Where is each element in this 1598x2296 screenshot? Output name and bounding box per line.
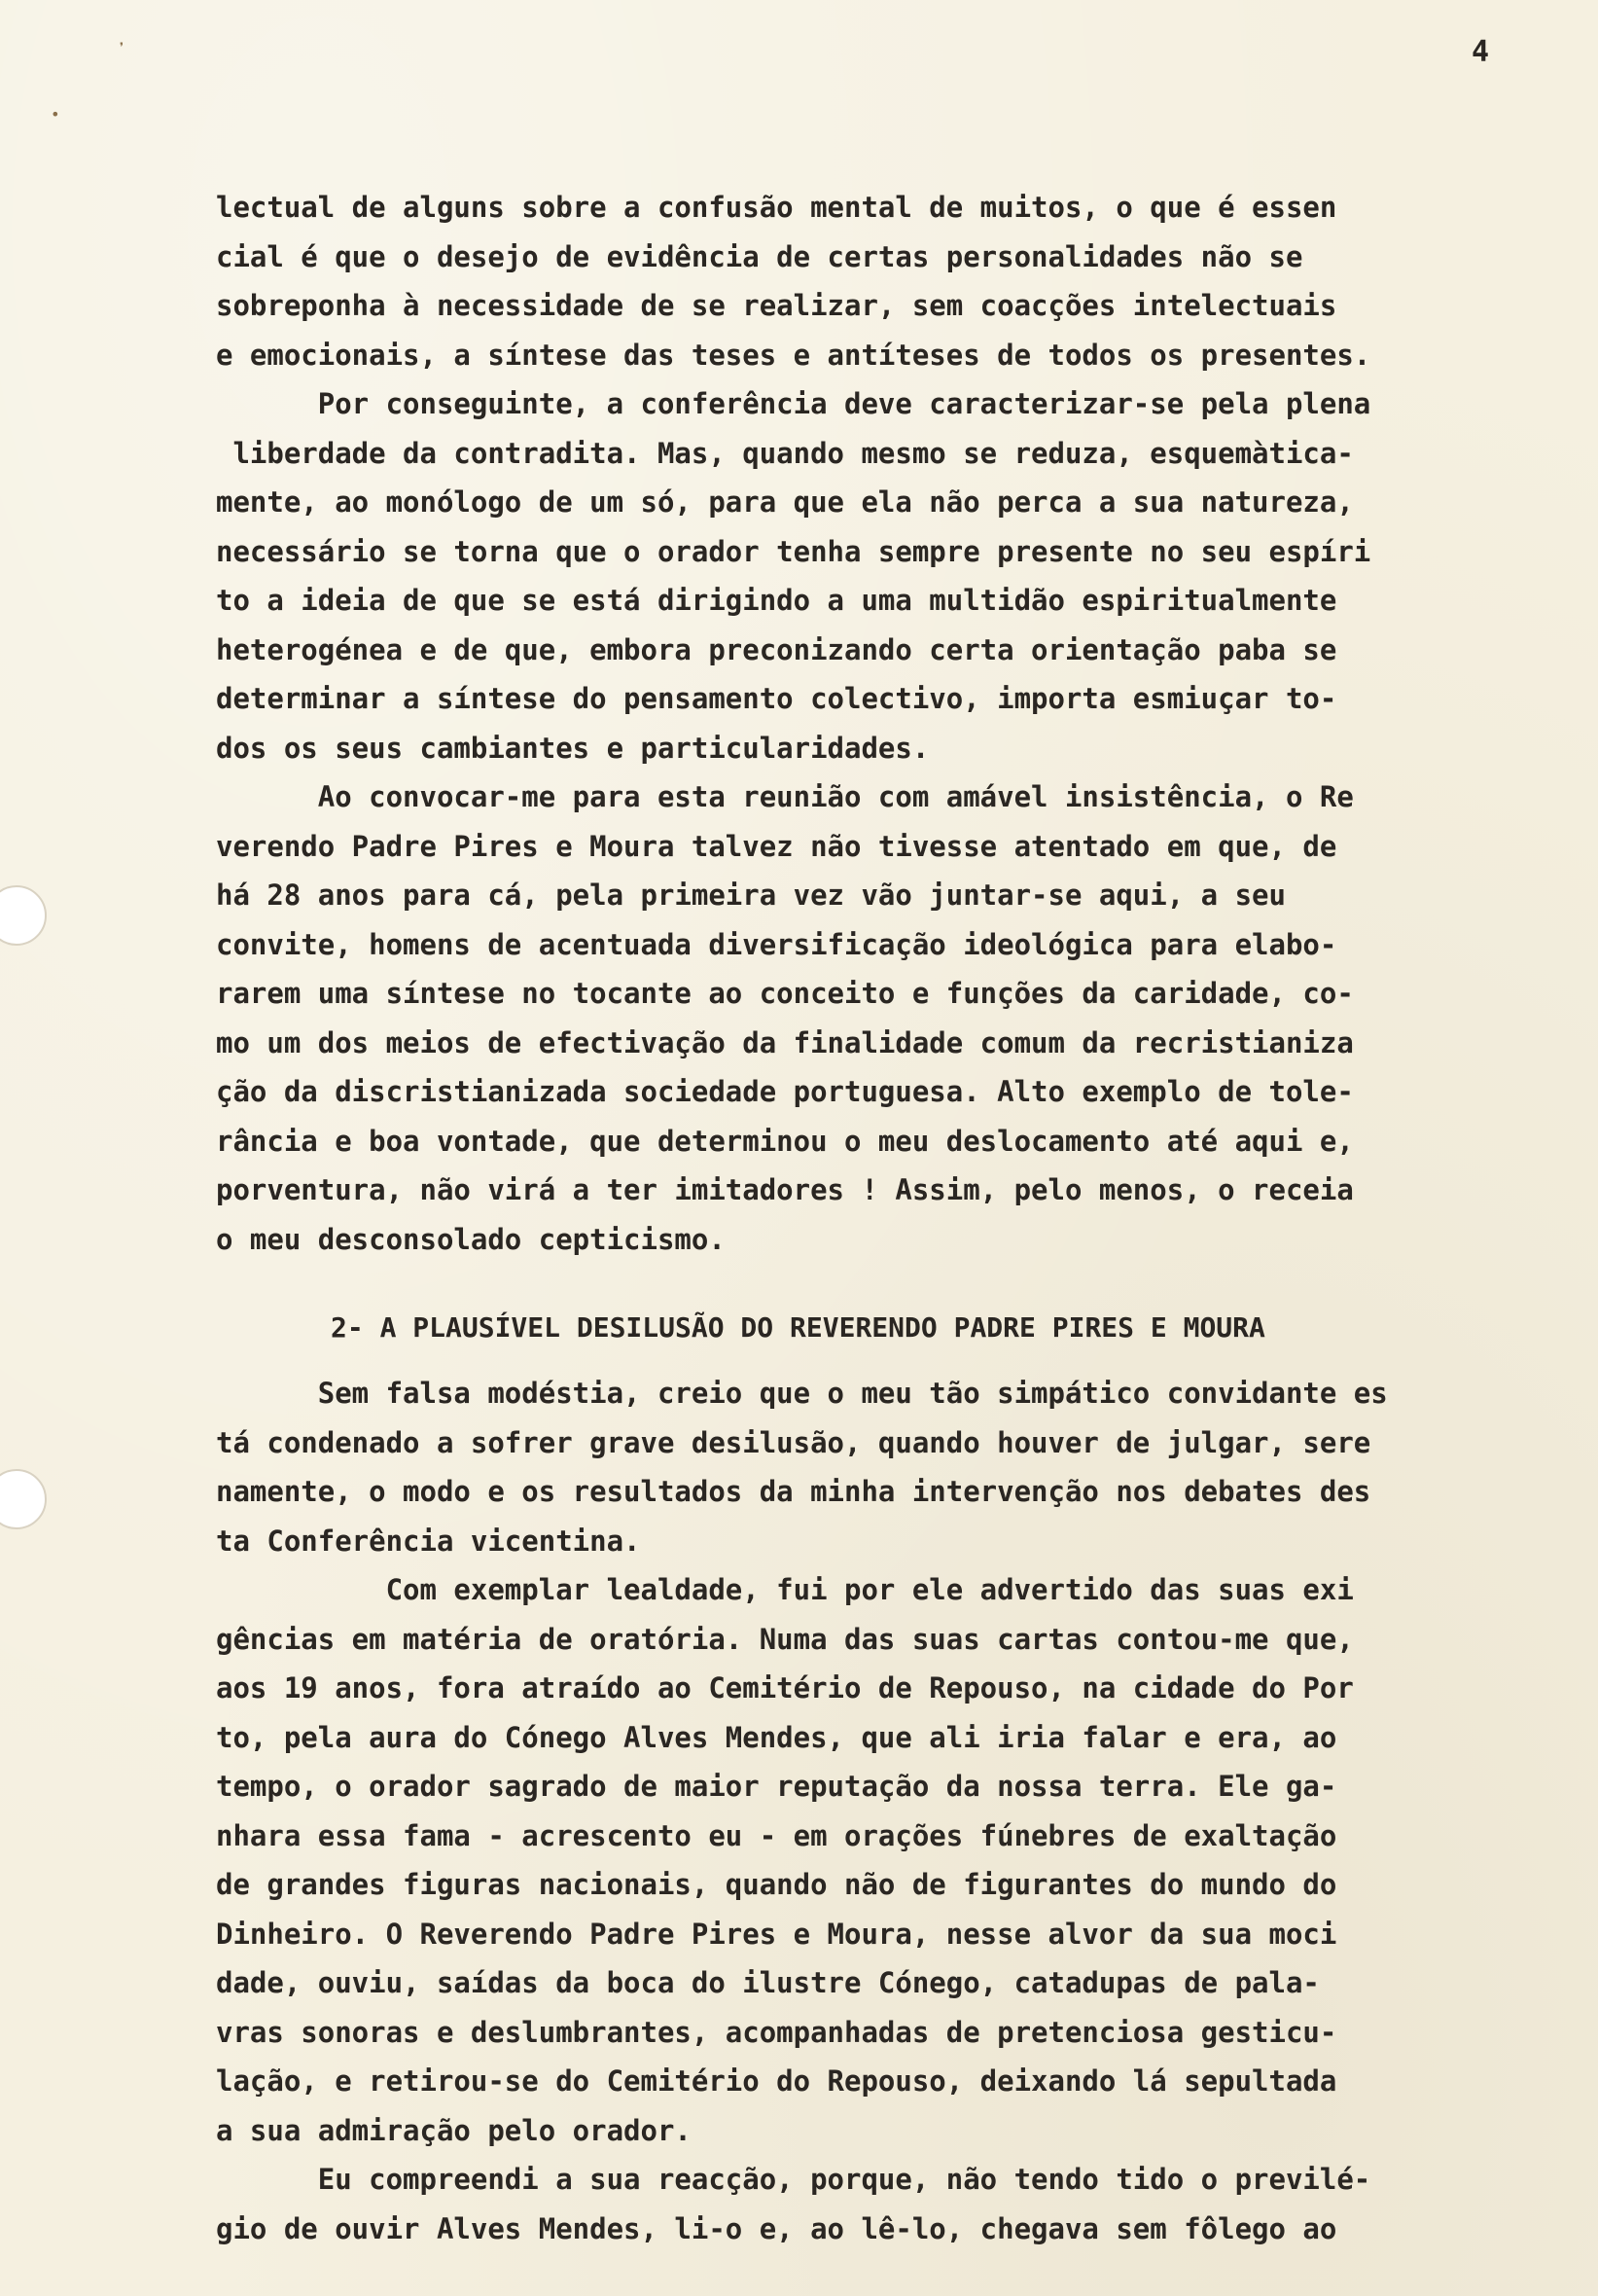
text-line: liberdade da contradita. Mas, quando mesmo se reduza, esquemàtica- xyxy=(216,436,1354,470)
text-line: vras sonoras e deslumbrantes, acompanhadas de pretenciosa gesticu- xyxy=(216,2015,1337,2049)
text-line: namente, o modo e os resultados da minha intervenção nos debates des xyxy=(216,1475,1371,1508)
typewritten-text xyxy=(216,183,1519,2253)
punch-hole xyxy=(0,885,47,946)
text-line: necessário se torna que o orador tenha sempre presente no seu espíri xyxy=(216,534,1371,568)
text-line: convite, homens de acentuada diversificação ideológica para elabo- xyxy=(216,927,1337,961)
text-line: dos os seus cambiantes e particularidades. xyxy=(216,731,930,765)
text-line: tempo, o orador sagrado de maior reputação da nossa terra. Ele ga- xyxy=(216,1770,1337,1803)
text-line: lação, e retirou-se do Cemitério do Repouso, deixando lá sepultada xyxy=(216,2064,1337,2098)
text-line: nhara essa fama - acrescento eu - em orações fúnebres de exaltação xyxy=(216,1818,1337,1852)
text-line: rarem uma síntese no tocante ao conceito e funções da caridade, co- xyxy=(216,977,1354,1010)
text-line: Com exemplar lealdade, fui por ele advertido das suas exi xyxy=(216,1573,1354,1606)
text-line: porventura, não virá a ter imitadores ! Assim, pelo menos, o receia xyxy=(216,1173,1354,1206)
paragraphs-part-2 xyxy=(216,1369,1519,2253)
text-line: heterogénea e de que, embora preconizando certa orientação paba se xyxy=(216,632,1337,666)
text-line: há 28 anos para cá, pela primeira vez vão juntar-se aqui, a seu xyxy=(216,879,1286,912)
text-line: verendo Padre Pires e Moura talvez não tivesse atentado em que, de xyxy=(216,829,1337,863)
text-line: Dinheiro. O Reverendo Padre Pires e Moura, nesse alvor da sua moci xyxy=(216,1917,1337,1951)
text-line: to, pela aura do Cónego Alves Mendes, que ali iria falar e era, ao xyxy=(216,1720,1337,1754)
text-line: Eu compreendi a sua reacção, porque, não tendo tido o previlé- xyxy=(216,2163,1371,2196)
text-line: gências em matéria de oratória. Numa das suas cartas contou-me que, xyxy=(216,1622,1354,1656)
ink-mark: • xyxy=(51,105,60,124)
ink-mark: ❜ xyxy=(117,39,126,57)
page-number: 4 xyxy=(1471,35,1489,69)
text-line: mente, ao monólogo de um só, para que ela não perca a sua natureza, xyxy=(216,485,1354,519)
section-heading: 2- A PLAUSÍVEL DESILUSÃO DO REVERENDO PADRE PIRES E MOURA xyxy=(331,1311,1265,1344)
punch-hole xyxy=(0,1469,47,1529)
text-line: dade, ouviu, saídas da boca do ilustre Cónego, catadupas de pala- xyxy=(216,1966,1320,1999)
paragraphs-part-1 xyxy=(216,183,1519,1264)
text-line: sobreponha à necessidade de se realizar, sem coacções intelectuais xyxy=(216,289,1337,322)
text-line: to a ideia de que se está dirigindo a uma multidão espiritualmente xyxy=(216,584,1337,617)
text-line: rância e boa vontade, que determinou o meu deslocamento até aqui e, xyxy=(216,1124,1354,1158)
text-line: gio de ouvir Alves Mendes, li-o e, ao lê-lo, chegava sem fôlego ao xyxy=(216,2211,1337,2245)
text-line: tá condenado a sofrer grave desilusão, quando houver de julgar, sere xyxy=(216,1425,1371,1459)
text-line: aos 19 anos, fora atraído ao Cemitério de Repouso, na cidade do Por xyxy=(216,1671,1354,1704)
text-line: ta Conferência vicentina. xyxy=(216,1524,641,1558)
text-line: mo um dos meios de efectivação da finalidade comum da recristianiza xyxy=(216,1025,1354,1059)
text-line: cial é que o desejo de evidência de certas personalidades não se xyxy=(216,239,1303,273)
text-line: determinar a síntese do pensamento colectivo, importa esmiuçar to- xyxy=(216,682,1337,715)
text-line: Por conseguinte, a conferência deve caracterizar-se pela plena xyxy=(216,387,1371,420)
text-line: o meu desconsolado cepticismo. xyxy=(216,1222,726,1256)
text-line: Sem falsa modéstia, creio que o meu tão simpático convidante es xyxy=(216,1377,1388,1410)
text-line: lectual de alguns sobre a confusão mental de muitos, o que é essen xyxy=(216,191,1337,224)
text-line: e emocionais, a síntese das teses e antíteses de todos os presentes. xyxy=(216,338,1371,372)
text-line: a sua admiração pelo orador. xyxy=(216,2113,692,2147)
text-line: ção da discristianizada sociedade portuguesa. Alto exemplo de tole- xyxy=(216,1075,1354,1108)
text-line: Ao convocar-me para esta reunião com amável insistência, o Re xyxy=(216,780,1354,813)
text-line: de grandes figuras nacionais, quando não de figurantes do mundo do xyxy=(216,1868,1337,1901)
